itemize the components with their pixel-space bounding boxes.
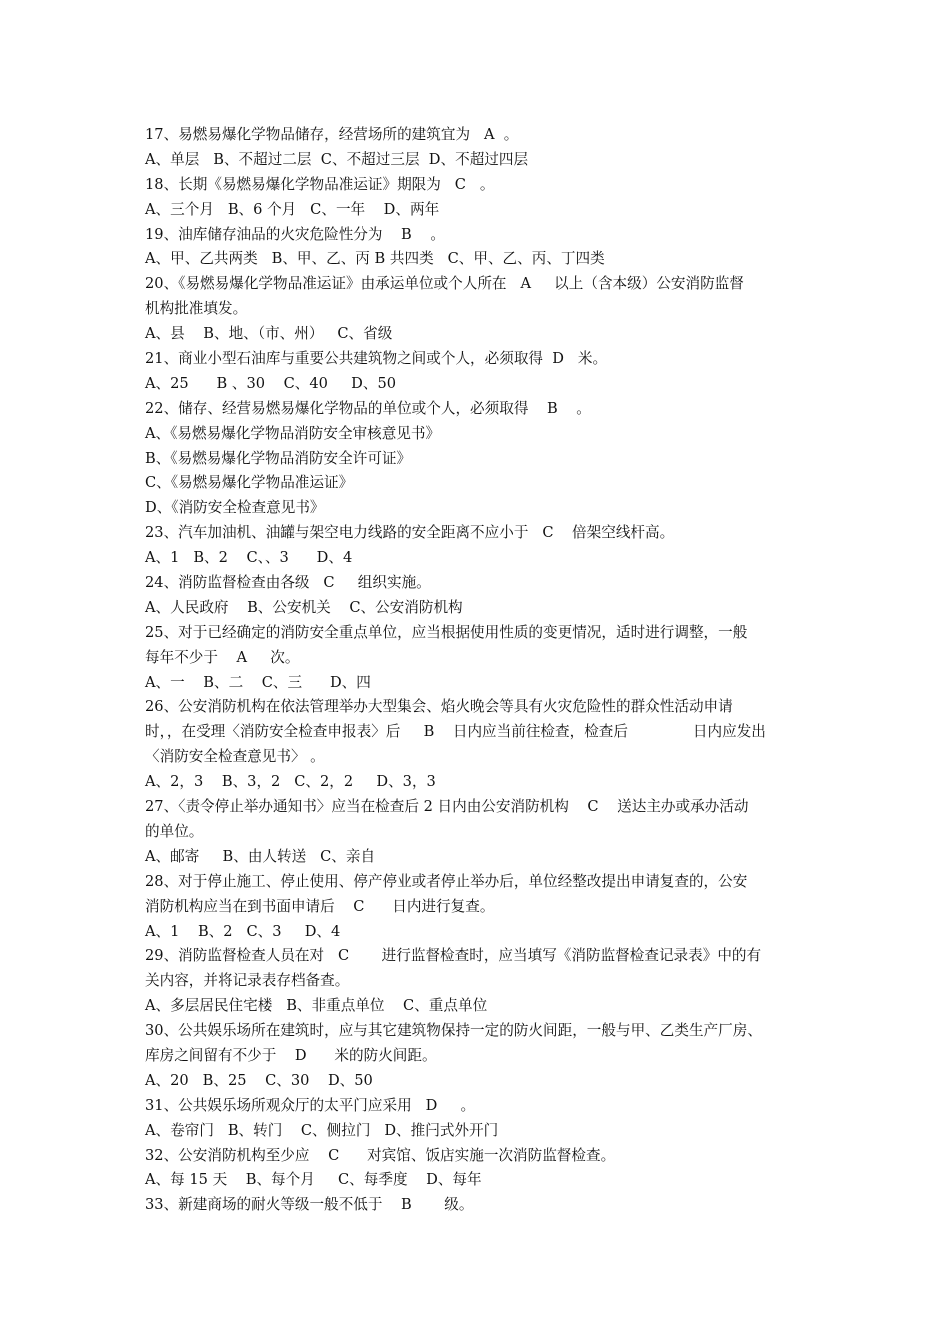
text-line: A、25 B 、30 C、40 D、50 [145, 374, 397, 392]
text-line: 时，，在受理〈消防安全检查申报表〉后 B 日内应当前往检查，检查后 日内应发出 [145, 723, 766, 741]
text-line: A、邮寄 B、由人转送 C、亲自 [145, 847, 376, 865]
text-line: D、《消防安全检查意见书》 [145, 499, 325, 517]
text-line: B、《易燃易爆化学物品消防安全许可证》 [145, 449, 412, 467]
text-line: 机构批准填发。 [145, 300, 248, 318]
text-line: 每年不少于 A 次。 [145, 648, 300, 666]
text-line: 库房之间留有不少于 D 米的防火间距。 [145, 1046, 437, 1064]
text-line: 关内容，并将记录表存档备查。 [145, 972, 350, 990]
text-line: A、《易燃易爆化学物品消防安全审核意见书》 [145, 424, 441, 442]
text-line: 31、公共娱乐场所观众厅的太平门应采用 D 。 [145, 1096, 476, 1114]
text-line: 22、储存、经营易燃易爆化学物品的单位或个人，必须取得 B 。 [145, 399, 591, 417]
text-line: 23、汽车加油机、油罐与架空电力线路的安全距离不应小于 C 倍架空线杆高。 [145, 524, 675, 542]
text-line: A、单层 B、不超过二层 C、不超过三层 D、不超过四层 [145, 150, 529, 168]
text-line: 26、公安消防机构在依法管理举办大型集会、焰火晚会等具有火灾危险性的群众性活动申请 [145, 698, 733, 716]
text-line: A、2，3 B、3，2 C、2，2 D、3，3 [145, 773, 436, 791]
text-line: A、每 15 天 B、每个月 C、每季度 D、每年 [145, 1171, 482, 1189]
text-line: 21、商业小型石油库与重要公共建筑物之间或个人，必须取得 D 米。 [145, 350, 608, 368]
text-line: A、三个月 B、6 个月 C、一年 D、两年 [145, 200, 440, 218]
text-line: A、县 B、地、（市、州） C、省级 [145, 325, 393, 343]
text-line: A、1 B、2 C、、3 D、4 [145, 549, 353, 567]
text-line: 27、〈责令停止举办通知书〉应当在检查后 2 日内由公安消防机构 C 送达主办或承办活动 [145, 798, 749, 816]
text-line: A、20 B、25 C、30 D、50 [145, 1071, 373, 1089]
text-line: 32、公安消防机构至少应 C 对宾馆、饭店实施一次消防监督检查。 [145, 1146, 616, 1164]
text-line: 24、消防监督检查由各级 C 组织实施。 [145, 574, 431, 592]
text-line: A、一 B、二 C、三 D、四 [145, 673, 371, 691]
text-line: 17、易燃易爆化学物品储存，经营场所的建筑宜为 A 。 [145, 126, 519, 143]
text-line: 25、对于已经确定的消防安全重点单位，应当根据使用性质的变更情况，适时进行调整，一般 [145, 623, 748, 641]
text-line: 20、《易燃易爆化学物品准运证》由承运单位或个人所在 A 以上（含本级）公安消防监督 [145, 275, 744, 293]
text-line: 的单位。 [145, 822, 204, 840]
text-line: 33、新建商场的耐火等级一般不低于 B 级。 [145, 1196, 474, 1214]
text-line: A、甲、乙共两类 B、甲、乙、丙 B 共四类 C、甲、乙、丙、丁四类 [145, 250, 605, 268]
text-line: 消防机构应当在到书面申请后 C 日内进行复查。 [145, 897, 495, 915]
text-line: 29、消防监督检查人员在对 C 进行监督检查时，应当填写《消防监督检查记录表》中的有 [145, 947, 762, 965]
text-line: 18、长期《易燃易爆化学物品准运证》期限为 C 。 [145, 175, 495, 193]
text-line: 19、油库储存油品的火灾危险性分为 B 。 [145, 225, 445, 243]
text-line: C、《易燃易爆化学物品准运证》 [145, 474, 354, 492]
text-line: A、1 B、2 C、3 D、4 [145, 922, 341, 940]
text-line: 〈消防安全检查意见书〉 。 [145, 748, 325, 766]
document-body [145, 123, 825, 1218]
text-line: A、卷帘门 B、转门 C、侧拉门 D、推闩式外开门 [145, 1121, 499, 1139]
text-line: 30、公共娱乐场所在建筑时，应与其它建筑物保持一定的防火间距，一般与甲、乙类生产厂房、 [145, 1022, 762, 1040]
text-line: A、多层居民住宅楼 B、非重点单位 C、重点单位 [145, 997, 488, 1015]
text-line: 28、对于停止施工、停止使用、停产停业或者停止举办后，单位经整改提出申请复查的，公安 [145, 872, 748, 890]
text-line: A、人民政府 B、公安机关 C、公安消防机构 [145, 598, 463, 616]
